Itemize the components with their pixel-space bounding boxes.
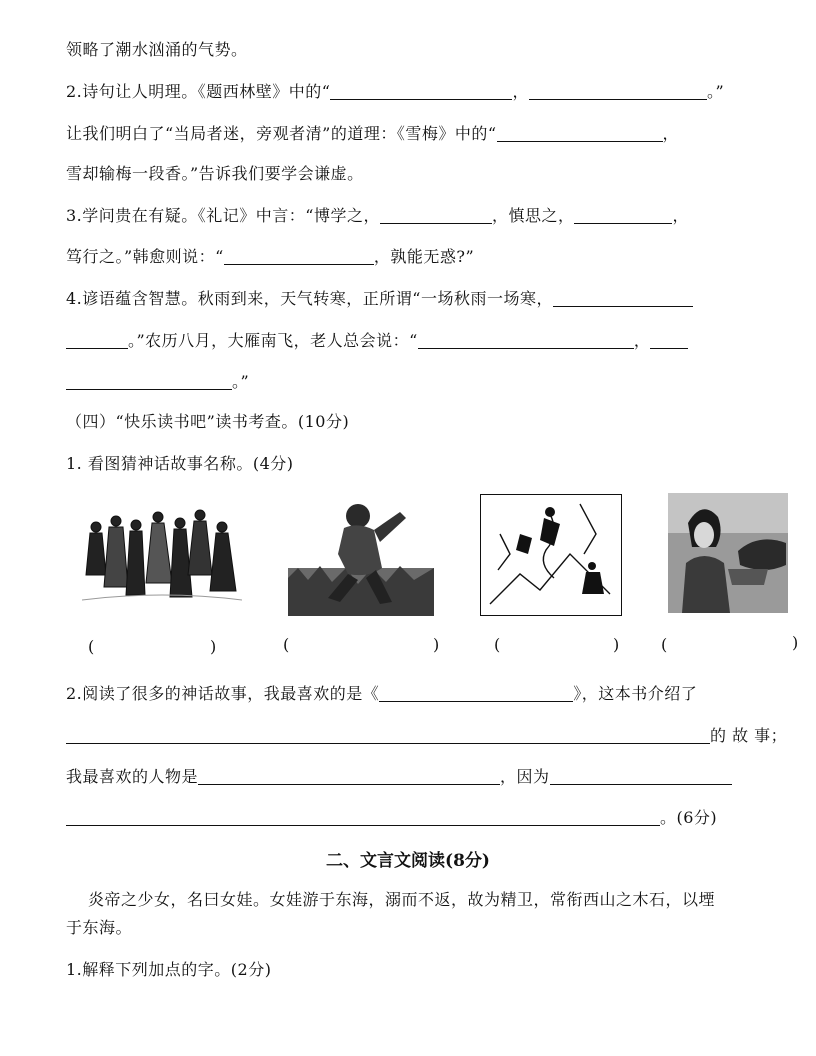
- section-classical-title: 二、文言文阅读(8分): [326, 851, 490, 871]
- q3-line2-text: 笃行之。”韩愈则说：“: [66, 247, 224, 266]
- section4-heading: （四）“快乐读书吧”读书考查。(10分): [66, 412, 350, 431]
- item2-blank-story[interactable]: [66, 725, 710, 744]
- q2-prompt: 2.诗句让人明理。《题西林壁》中的“: [66, 82, 331, 101]
- q2-line2-end: ，: [662, 124, 680, 143]
- q4-blank-5[interactable]: [66, 371, 232, 390]
- q2-blank-1[interactable]: [330, 81, 512, 100]
- q4-blank-2[interactable]: [66, 330, 128, 349]
- section4-item2-line-1: [66, 682, 697, 706]
- q2-line1-end: 。”: [706, 82, 725, 101]
- picture-1-figures: [82, 505, 242, 609]
- item2-prompt: 2.阅读了很多的神话故事，我最喜欢的是《: [66, 684, 380, 703]
- q2-line2-text: 让我们明白了“当局者迷，旁观者清”的道理：《雪梅》中的“: [66, 124, 497, 143]
- picture-4-answer-open[interactable]: (: [661, 635, 668, 654]
- q2-line-1: [66, 80, 724, 104]
- q3-line2-end: ，孰能无惑?”: [373, 247, 475, 266]
- q3-line-1: [66, 204, 689, 228]
- q4-blank-4[interactable]: [650, 330, 688, 349]
- item2-blank-character[interactable]: [198, 766, 500, 785]
- picture-3-answer-open[interactable]: (: [494, 635, 501, 654]
- picture-1-answer-open[interactable]: (: [88, 637, 95, 656]
- item2-blank-reason-2[interactable]: [66, 807, 660, 826]
- item2-favorite-label: 我最喜欢的人物是: [66, 767, 199, 786]
- classical-question-1: 1.解释下列加点的字。(2分): [66, 960, 272, 979]
- picture-4-answer-close: ): [792, 633, 799, 652]
- section4-item2-line-4: [66, 806, 717, 830]
- picture-3-line-drawing: [480, 494, 622, 620]
- picture-2-crouching-figure: [288, 498, 434, 620]
- q3-blank-1[interactable]: [380, 205, 492, 224]
- section4-item2-line-3: [66, 765, 732, 789]
- item2-blank-reason-1[interactable]: [550, 766, 732, 785]
- q4-blank-1[interactable]: [553, 288, 693, 307]
- q3-prompt: 3.学问贵在有疑。《礼记》中言：“博学之，: [66, 206, 380, 225]
- q3-line-2: [66, 245, 474, 269]
- q2-line-2: [66, 122, 679, 146]
- picture-4-portrait: [668, 493, 788, 617]
- classical-passage-line-2: 于东海。: [66, 918, 133, 937]
- q4-line2-text: 。”农历八月，大雁南飞，老人总会说：“: [128, 331, 418, 350]
- picture-2-answer-open[interactable]: (: [283, 635, 290, 654]
- picture-3-answer-close: ): [613, 635, 620, 654]
- q3-line1-end: ，: [672, 206, 689, 225]
- q4-line-3: [66, 370, 249, 394]
- q2-blank-3[interactable]: [497, 123, 663, 142]
- q4-prompt: 4.谚语蕴含智慧。秋雨到来，天气转寒，正所谓“一场秋雨一场寒，: [66, 289, 553, 308]
- q2-comma: ，: [512, 82, 529, 101]
- q1-tail-text: 领略了潮水汹涌的气势。: [66, 40, 248, 59]
- q3-mid: ，慎思之，: [491, 206, 575, 225]
- section4-item2-line-2: [66, 724, 787, 748]
- q3-blank-3[interactable]: [224, 246, 374, 265]
- q4-comma: ，: [633, 331, 651, 350]
- section4-item1: 1. 看图猜神话故事名称。(4分): [66, 454, 294, 473]
- picture-2-answer-close: ): [433, 635, 440, 654]
- item2-line1-end: 》，这本书介绍了: [573, 684, 698, 703]
- q3-blank-2[interactable]: [574, 205, 672, 224]
- picture-1-answer-close: ): [210, 637, 217, 656]
- q4-line-1: [66, 287, 693, 311]
- item2-line2-end: 的 故 事；: [710, 726, 788, 745]
- q4-line-2: [66, 329, 688, 353]
- classical-passage-line-1: 炎帝之少女，名曰女娃。女娃游于东海，溺而不返，故为精卫，常衔西山之木石，以堙: [88, 890, 716, 909]
- q2-line-3: 雪却输梅一段香。”告诉我们要学会谦虚。: [66, 164, 364, 183]
- q2-blank-2[interactable]: [529, 81, 707, 100]
- item2-blank-book[interactable]: [379, 683, 573, 702]
- item2-because-label: ，因为: [500, 767, 550, 786]
- item2-line4-end: 。(6分): [660, 808, 718, 827]
- q4-line3-end: 。”: [232, 372, 250, 391]
- q4-blank-3[interactable]: [418, 330, 634, 349]
